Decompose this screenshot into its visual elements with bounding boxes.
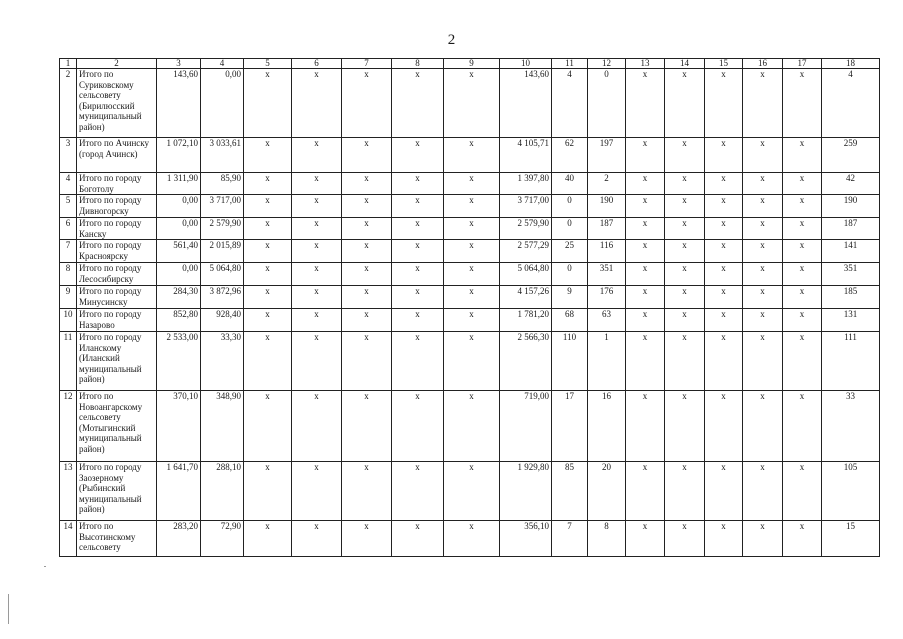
cell-c8: х <box>392 173 444 195</box>
cell-c11: 110 <box>552 332 588 391</box>
cell-c7: х <box>342 521 392 557</box>
cell-c16: х <box>743 263 783 286</box>
cell-c8: х <box>392 332 444 391</box>
cell-c12: 2 <box>588 173 626 195</box>
cell-c16: х <box>743 462 783 521</box>
cell-c6: х <box>292 391 342 462</box>
cell-c16: х <box>743 391 783 462</box>
cell-c13: х <box>626 69 665 138</box>
cell-c6: х <box>292 69 342 138</box>
cell-c11: 7 <box>552 521 588 557</box>
cell-c5: х <box>244 309 292 332</box>
cell-c15: х <box>705 69 743 138</box>
cell-c11: 25 <box>552 240 588 263</box>
cell-c18: 4 <box>822 69 880 138</box>
cell-c16: х <box>743 173 783 195</box>
municipality-name: Итого по Новоангарскому сельсовету (Мотыгинский муниципальный район) <box>77 391 157 462</box>
cell-c8: х <box>392 195 444 218</box>
cell-c16: х <box>743 195 783 218</box>
cell-c12: 8 <box>588 521 626 557</box>
row-number: 11 <box>60 332 77 391</box>
table-row <box>60 218 880 240</box>
municipality-name: Итого по городу Иланскому (Иланский муниципальный район) <box>77 332 157 391</box>
cell-c15: х <box>705 462 743 521</box>
cell-c13: х <box>626 138 665 173</box>
cell-c6: х <box>292 195 342 218</box>
cell-c10: 2 579,90 <box>500 218 552 240</box>
cell-c13: х <box>626 218 665 240</box>
cell-c16: х <box>743 521 783 557</box>
cell-c4: 928,40 <box>201 309 244 332</box>
header-cell: 6 <box>292 59 342 69</box>
cell-c16: х <box>743 332 783 391</box>
row-number: 3 <box>60 138 77 173</box>
cell-c12: 0 <box>588 69 626 138</box>
cell-c15: х <box>705 195 743 218</box>
cell-c9: х <box>444 332 500 391</box>
row-number: 7 <box>60 240 77 263</box>
cell-c14: х <box>665 521 705 557</box>
cell-c5: х <box>244 332 292 391</box>
cell-c13: х <box>626 462 665 521</box>
municipality-name: Итого по Суриковскому сельсовету (Бирилюсский муниципальный район) <box>77 69 157 138</box>
cell-c15: х <box>705 263 743 286</box>
cell-c18: 141 <box>822 240 880 263</box>
cell-c18: 131 <box>822 309 880 332</box>
cell-c18: 105 <box>822 462 880 521</box>
header-cell: 10 <box>500 59 552 69</box>
cell-c13: х <box>626 173 665 195</box>
header-cell: 2 <box>77 59 157 69</box>
cell-c6: х <box>292 462 342 521</box>
cell-c18: 111 <box>822 332 880 391</box>
cell-c6: х <box>292 332 342 391</box>
cell-c3: 143,60 <box>157 69 201 138</box>
cell-c8: х <box>392 286 444 309</box>
cell-c7: х <box>342 286 392 309</box>
cell-c9: х <box>444 309 500 332</box>
cell-c8: х <box>392 391 444 462</box>
header-cell: 9 <box>444 59 500 69</box>
cell-c17: х <box>783 263 822 286</box>
cell-c13: х <box>626 391 665 462</box>
cell-c17: х <box>783 218 822 240</box>
cell-c11: 40 <box>552 173 588 195</box>
municipality-name: Итого по городу Боготолу <box>77 173 157 195</box>
cell-c4: 3 717,00 <box>201 195 244 218</box>
cell-c10: 2 577,29 <box>500 240 552 263</box>
row-number: 8 <box>60 263 77 286</box>
cell-c15: х <box>705 391 743 462</box>
cell-c8: х <box>392 240 444 263</box>
table-row <box>60 69 880 138</box>
cell-c13: х <box>626 332 665 391</box>
cell-c15: х <box>705 240 743 263</box>
cell-c4: 85,90 <box>201 173 244 195</box>
municipality-name: Итого по городу Красноярску <box>77 240 157 263</box>
cell-c15: х <box>705 138 743 173</box>
row-number: 6 <box>60 218 77 240</box>
row-number: 10 <box>60 309 77 332</box>
cell-c11: 62 <box>552 138 588 173</box>
cell-c3: 0,00 <box>157 218 201 240</box>
cell-c3: 2 533,00 <box>157 332 201 391</box>
cell-c11: 17 <box>552 391 588 462</box>
table-row <box>60 286 880 309</box>
cell-c8: х <box>392 138 444 173</box>
cell-c10: 719,00 <box>500 391 552 462</box>
cell-c10: 4 105,71 <box>500 138 552 173</box>
cell-c14: х <box>665 69 705 138</box>
header-cell: 15 <box>705 59 743 69</box>
header-cell: 1 <box>60 59 77 69</box>
cell-c10: 2 566,30 <box>500 332 552 391</box>
cell-c6: х <box>292 263 342 286</box>
cell-c10: 143,60 <box>500 69 552 138</box>
cell-c15: х <box>705 286 743 309</box>
header-cell: 7 <box>342 59 392 69</box>
table-row <box>60 263 880 286</box>
header-cell: 14 <box>665 59 705 69</box>
cell-c3: 1 641,70 <box>157 462 201 521</box>
cell-c4: 33,30 <box>201 332 244 391</box>
municipality-name: Итого по городу Лесосибирску <box>77 263 157 286</box>
municipality-name: Итого по городу Назарово <box>77 309 157 332</box>
cell-c15: х <box>705 521 743 557</box>
header-cell: 17 <box>783 59 822 69</box>
cell-c3: 852,80 <box>157 309 201 332</box>
cell-c9: х <box>444 138 500 173</box>
cell-c7: х <box>342 263 392 286</box>
cell-c6: х <box>292 218 342 240</box>
cell-c11: 0 <box>552 195 588 218</box>
cell-c17: х <box>783 69 822 138</box>
cell-c17: х <box>783 332 822 391</box>
cell-c6: х <box>292 138 342 173</box>
cell-c7: х <box>342 462 392 521</box>
table-row <box>60 240 880 263</box>
cell-c12: 16 <box>588 391 626 462</box>
cell-c8: х <box>392 69 444 138</box>
cell-c11: 4 <box>552 69 588 138</box>
cell-c9: х <box>444 195 500 218</box>
cell-c5: х <box>244 263 292 286</box>
cell-c6: х <box>292 521 342 557</box>
cell-c5: х <box>244 218 292 240</box>
cell-c3: 370,10 <box>157 391 201 462</box>
cell-c17: х <box>783 195 822 218</box>
cell-c8: х <box>392 521 444 557</box>
cell-c6: х <box>292 286 342 309</box>
cell-c17: х <box>783 240 822 263</box>
row-number: 13 <box>60 462 77 521</box>
cell-c4: 2 579,90 <box>201 218 244 240</box>
cell-c7: х <box>342 138 392 173</box>
cell-c4: 2 015,89 <box>201 240 244 263</box>
cell-c9: х <box>444 240 500 263</box>
cell-c11: 0 <box>552 218 588 240</box>
cell-c9: х <box>444 286 500 309</box>
cell-c10: 1 397,80 <box>500 173 552 195</box>
cell-c18: 259 <box>822 138 880 173</box>
cell-c12: 187 <box>588 218 626 240</box>
cell-c5: х <box>244 521 292 557</box>
data-table <box>59 58 880 557</box>
row-number: 14 <box>60 521 77 557</box>
municipality-name: Итого по городу Минусинску <box>77 286 157 309</box>
header-cell: 12 <box>588 59 626 69</box>
cell-c3: 1 311,90 <box>157 173 201 195</box>
cell-c12: 351 <box>588 263 626 286</box>
cell-c9: х <box>444 218 500 240</box>
row-number: 4 <box>60 173 77 195</box>
cell-c13: х <box>626 521 665 557</box>
cell-c18: 185 <box>822 286 880 309</box>
cell-c15: х <box>705 332 743 391</box>
cell-c18: 190 <box>822 195 880 218</box>
cell-c17: х <box>783 521 822 557</box>
cell-c15: х <box>705 218 743 240</box>
cell-c9: х <box>444 263 500 286</box>
header-cell: 13 <box>626 59 665 69</box>
cell-c16: х <box>743 138 783 173</box>
cell-c5: х <box>244 286 292 309</box>
cell-c8: х <box>392 462 444 521</box>
table-row <box>60 309 880 332</box>
cell-c13: х <box>626 195 665 218</box>
cell-c11: 9 <box>552 286 588 309</box>
cell-c9: х <box>444 391 500 462</box>
cell-c18: 351 <box>822 263 880 286</box>
header-cell: 5 <box>244 59 292 69</box>
cell-c16: х <box>743 69 783 138</box>
cell-c10: 4 157,26 <box>500 286 552 309</box>
row-number: 5 <box>60 195 77 218</box>
cell-c13: х <box>626 286 665 309</box>
cell-c6: х <box>292 173 342 195</box>
cell-c5: х <box>244 240 292 263</box>
cell-c5: х <box>244 391 292 462</box>
cell-c7: х <box>342 69 392 138</box>
cell-c13: х <box>626 309 665 332</box>
header-cell: 11 <box>552 59 588 69</box>
cell-c12: 63 <box>588 309 626 332</box>
scan-artifact <box>8 594 9 624</box>
cell-c15: х <box>705 173 743 195</box>
cell-c4: 3 872,96 <box>201 286 244 309</box>
cell-c16: х <box>743 286 783 309</box>
cell-c11: 68 <box>552 309 588 332</box>
cell-c5: х <box>244 462 292 521</box>
cell-c10: 1 929,80 <box>500 462 552 521</box>
municipality-name: Итого по городу Канску <box>77 218 157 240</box>
cell-c17: х <box>783 462 822 521</box>
table-row <box>60 391 880 462</box>
cell-c10: 3 717,00 <box>500 195 552 218</box>
cell-c5: х <box>244 173 292 195</box>
cell-c10: 5 064,80 <box>500 263 552 286</box>
cell-c18: 187 <box>822 218 880 240</box>
cell-c4: 72,90 <box>201 521 244 557</box>
cell-c5: х <box>244 195 292 218</box>
municipality-name: Итого по городу Дивногорску <box>77 195 157 218</box>
cell-c9: х <box>444 173 500 195</box>
header-row <box>60 59 880 69</box>
cell-c6: х <box>292 240 342 263</box>
municipality-name: Итого по Высотинскому сельсовету <box>77 521 157 557</box>
cell-c4: 5 064,80 <box>201 263 244 286</box>
cell-c3: 0,00 <box>157 195 201 218</box>
cell-c14: х <box>665 218 705 240</box>
cell-c18: 33 <box>822 391 880 462</box>
cell-c5: х <box>244 69 292 138</box>
cell-c8: х <box>392 309 444 332</box>
cell-c7: х <box>342 309 392 332</box>
cell-c18: 15 <box>822 521 880 557</box>
cell-c17: х <box>783 391 822 462</box>
cell-c13: х <box>626 263 665 286</box>
municipality-name: Итого по Ачинску (город Ачинск) <box>77 138 157 173</box>
table-row <box>60 462 880 521</box>
cell-c14: х <box>665 138 705 173</box>
cell-c14: х <box>665 391 705 462</box>
cell-c7: х <box>342 218 392 240</box>
cell-c13: х <box>626 240 665 263</box>
cell-c12: 190 <box>588 195 626 218</box>
cell-c14: х <box>665 332 705 391</box>
cell-c9: х <box>444 521 500 557</box>
cell-c3: 561,40 <box>157 240 201 263</box>
cell-c17: х <box>783 309 822 332</box>
cell-c7: х <box>342 173 392 195</box>
cell-c4: 348,90 <box>201 391 244 462</box>
cell-c14: х <box>665 240 705 263</box>
cell-c4: 0,00 <box>201 69 244 138</box>
cell-c5: х <box>244 138 292 173</box>
row-number: 9 <box>60 286 77 309</box>
cell-c4: 3 033,61 <box>201 138 244 173</box>
table-row <box>60 521 880 557</box>
cell-c14: х <box>665 286 705 309</box>
scan-artifact <box>44 566 46 567</box>
cell-c9: х <box>444 69 500 138</box>
cell-c12: 1 <box>588 332 626 391</box>
cell-c12: 116 <box>588 240 626 263</box>
row-number: 2 <box>60 69 77 138</box>
cell-c7: х <box>342 240 392 263</box>
header-cell: 18 <box>822 59 880 69</box>
cell-c17: х <box>783 138 822 173</box>
cell-c10: 1 781,20 <box>500 309 552 332</box>
header-cell: 3 <box>157 59 201 69</box>
cell-c15: х <box>705 309 743 332</box>
cell-c8: х <box>392 263 444 286</box>
cell-c17: х <box>783 173 822 195</box>
cell-c7: х <box>342 391 392 462</box>
cell-c8: х <box>392 218 444 240</box>
table-row <box>60 138 880 173</box>
cell-c3: 284,30 <box>157 286 201 309</box>
cell-c16: х <box>743 309 783 332</box>
cell-c7: х <box>342 195 392 218</box>
row-number: 12 <box>60 391 77 462</box>
municipality-name: Итого по городу Заозерному (Рыбинский муниципальный район) <box>77 462 157 521</box>
cell-c6: х <box>292 309 342 332</box>
cell-c10: 356,10 <box>500 521 552 557</box>
cell-c12: 20 <box>588 462 626 521</box>
cell-c12: 176 <box>588 286 626 309</box>
page-number: 2 <box>447 32 456 48</box>
cell-c12: 197 <box>588 138 626 173</box>
cell-c3: 283,20 <box>157 521 201 557</box>
table-row <box>60 332 880 391</box>
header-cell: 8 <box>392 59 444 69</box>
header-cell: 4 <box>201 59 244 69</box>
cell-c3: 0,00 <box>157 263 201 286</box>
cell-c14: х <box>665 309 705 332</box>
table-row <box>60 173 880 195</box>
header-cell: 16 <box>743 59 783 69</box>
cell-c16: х <box>743 218 783 240</box>
cell-c17: х <box>783 286 822 309</box>
cell-c11: 85 <box>552 462 588 521</box>
cell-c7: х <box>342 332 392 391</box>
cell-c9: х <box>444 462 500 521</box>
cell-c16: х <box>743 240 783 263</box>
cell-c14: х <box>665 263 705 286</box>
cell-c18: 42 <box>822 173 880 195</box>
cell-c14: х <box>665 173 705 195</box>
cell-c3: 1 072,10 <box>157 138 201 173</box>
table-row <box>60 195 880 218</box>
cell-c14: х <box>665 195 705 218</box>
cell-c11: 0 <box>552 263 588 286</box>
cell-c14: х <box>665 462 705 521</box>
cell-c4: 288,10 <box>201 462 244 521</box>
